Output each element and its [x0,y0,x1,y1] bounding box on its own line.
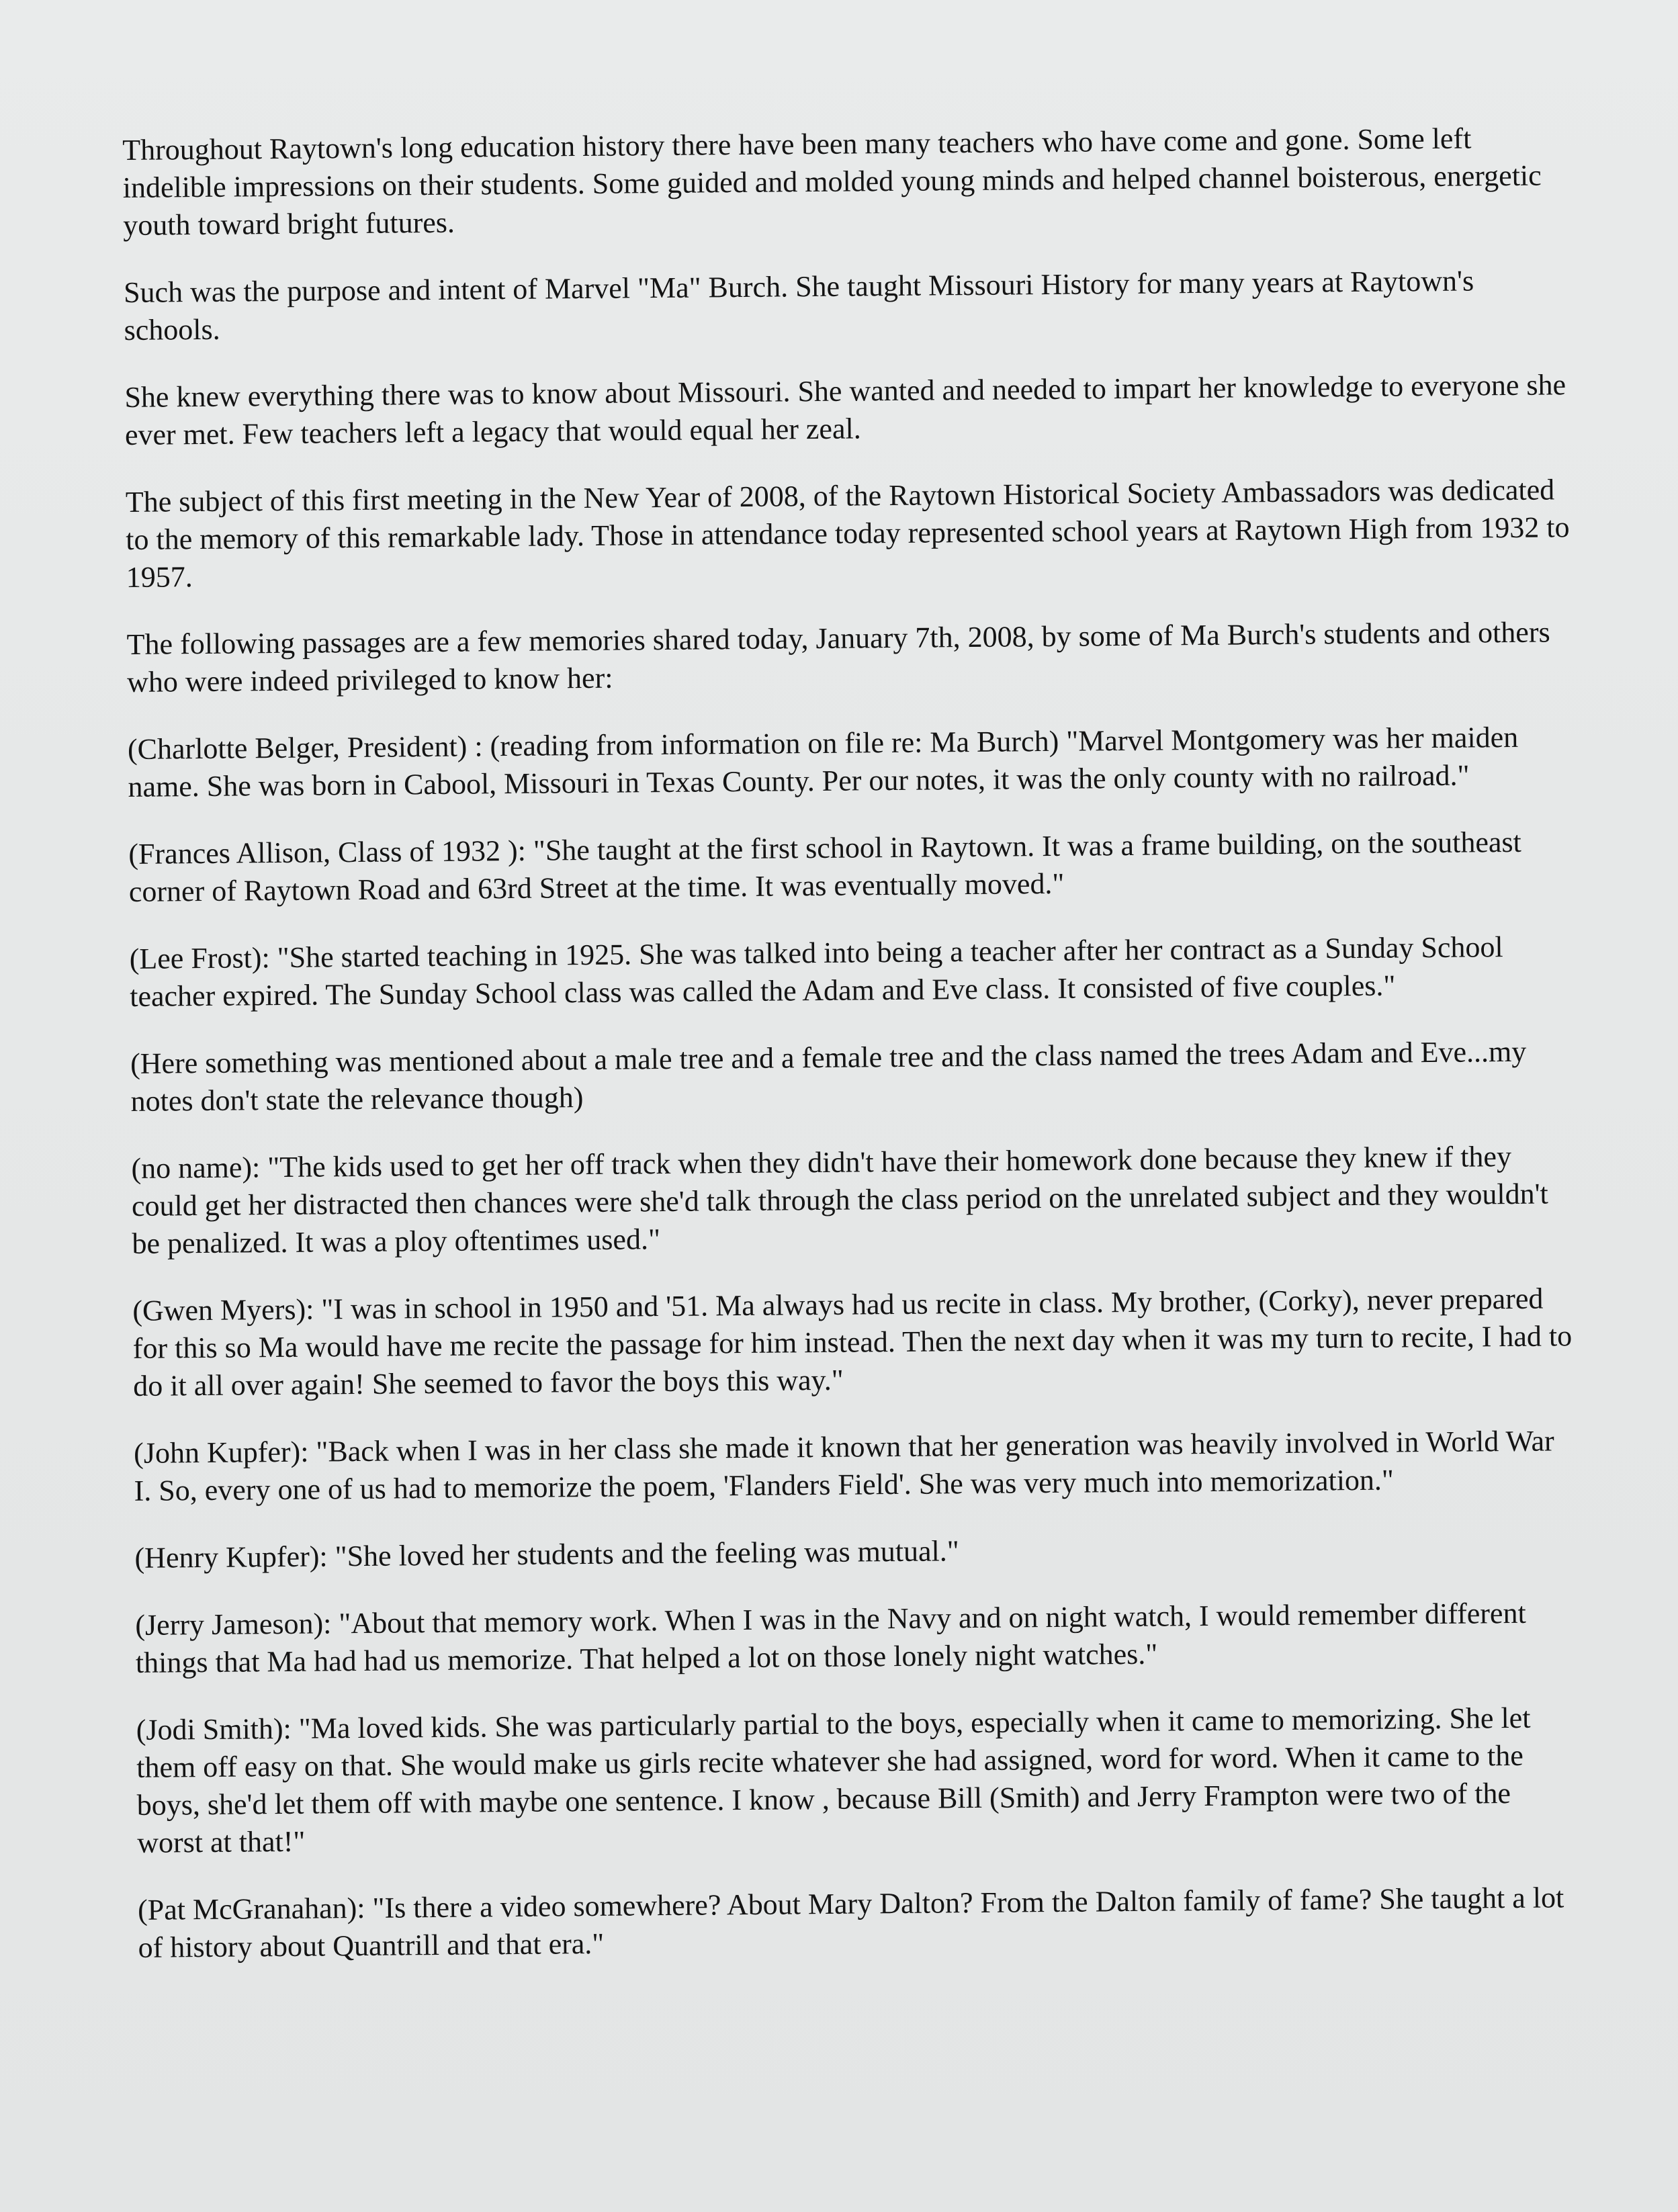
paragraph-henry-kupfer: (Henry Kupfer): "She loved her students and the feeling was mutual." [134,1534,959,1575]
paragraph-john-kupfer: (John Kupfer): "Back when I was in her class she made it known that her generation was heavily involved in World War I. So, every one of us had to memorize the poem, 'Flanders Field'. She was very much into memorization." [133,1424,1554,1507]
paragraph-pat-mcgranahan: (Pat McGranahan): "Is there a video somewhere? About Mary Dalton? From the Dalton family of fame? She taught a lot of history about Quantrill and that era." [137,1881,1564,1964]
paragraph-no-name: (no name): "The kids used to get her off track when they didn't have their homework done because they knew if they could get her distracted then chances were she'd talk through the class period on the unrelated subject and they wouldn't be penalized. It was a ploy oftentimes used." [131,1140,1548,1260]
paragraph-knowledge: She knew everything there was to know about Missouri. She wanted and needed to impart her knowledge to everyone she ever met. Few teachers left a legacy that would equal her zeal. [124,368,1566,451]
paragraph-intro: Throughout Raytown's long education history there have been many teachers who have come and gone. Some left indelible impressions on their students. Some guided and molded young minds and helped channel boisterous, energetic youth toward bright futures. [122,122,1542,242]
paragraph-lee-frost: (Lee Frost): "She started teaching in 1925. She was talked into being a teacher after her contract as a Sunday School teacher expired. The Sunday School class was called the Adam and Eve class. It consisted of five couples." [129,930,1503,1013]
paragraph-purpose: Such was the purpose and intent of Marvel "Ma" Burch. She taught Missouri History for many years at Raytown's schools. [123,264,1474,347]
paragraph-gwen-myers: (Gwen Myers): "I was in school in 1950 and '51. Ma always had us recite in class. My brother, (Corky), never prepared for this so Ma would have me recite the passage for him instead. Then the next day when it was my turn to recite, I had to do it all over again! She seemed to favor the boys this way." [132,1282,1573,1403]
paragraph-passages-intro: The following passages are a few memories shared today, January 7th, 2008, by some of Ma Burch's students and others who were indeed privileged to know her: [126,615,1550,699]
paragraph-jodi-smith: (Jodi Smith): "Ma loved kids. She was particularly partial to the boys, especially when it came to memorizing. She let them off easy on that. She would make us girls recite whatever she had assigned, word for word. When it came to the boys, she'd let them off with maybe one sentence. I know , because Bill (Smith) and Jerry Frampton were two of the worst at that!" [136,1701,1531,1859]
paragraph-frances-allison: (Frances Allison, Class of 1932 ): "She taught at the first school in Raytown. It was a frame building, on the southeast corner of Raytown Road and 63rd Street at the time. It was eventually moved." [128,825,1521,908]
paragraph-note-trees: (Here something was mentioned about a male tree and a female tree and the class named the trees Adam and Eve...my notes don't state the relevance though) [130,1034,1527,1118]
paragraph-charlotte-belger: (Charlotte Belger, President) : (reading from information on file re: Ma Burch) "Marvel Montgomery was her maiden name. She was born in Cabool, Missouri in Texas County. Per our notes, it was the only county with no railroad." [127,720,1519,803]
document-body [122,119,1583,1996]
paragraph-meeting: The subject of this first meeting in the New Year of 2008, of the Raytown Historical Society Ambassadors was dedicated to the memory of this remarkable lady. Those in attendance today represented school years at Raytown High from 1932 to 1957. [125,473,1570,594]
paragraph-jerry-jameson: (Jerry Jameson): "About that memory work. When I was in the Navy and on night watch, I would remember different things that Ma had had us memorize. That helped a lot on those lonely night watches." [135,1596,1526,1679]
